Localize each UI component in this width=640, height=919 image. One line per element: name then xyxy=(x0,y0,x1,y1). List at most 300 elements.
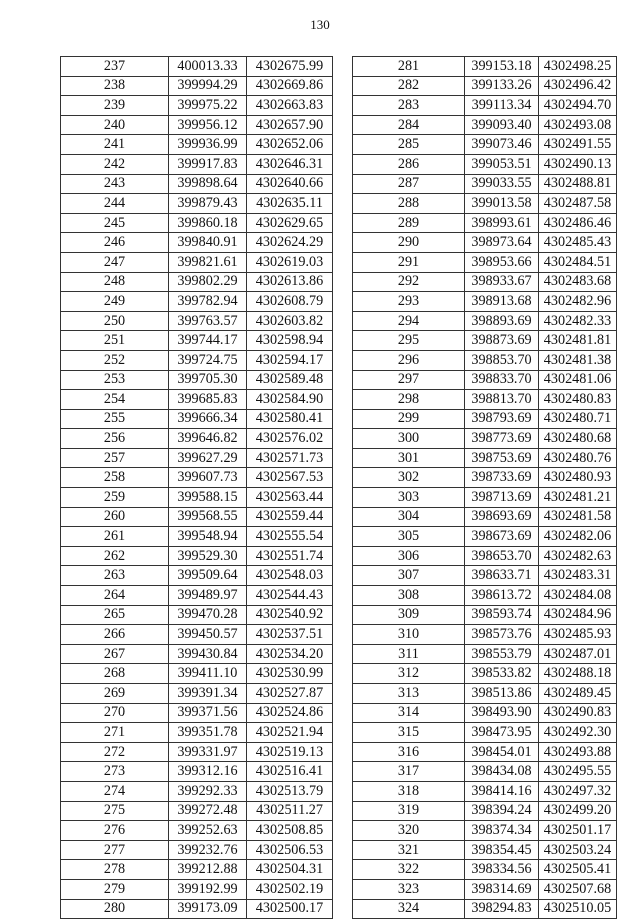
point-number-cell: 238 xyxy=(61,76,169,96)
x-coordinate-cell: 398793.69 xyxy=(465,409,539,429)
point-number-cell: 263 xyxy=(61,566,169,586)
x-coordinate-cell: 398773.69 xyxy=(465,429,539,449)
x-coordinate-cell: 398573.76 xyxy=(465,625,539,645)
x-coordinate-cell: 399212.88 xyxy=(169,860,247,880)
y-coordinate-cell: 4302482.06 xyxy=(539,527,617,547)
point-number-cell: 288 xyxy=(353,194,465,214)
point-number-cell: 303 xyxy=(353,488,465,508)
x-coordinate-cell: 398473.95 xyxy=(465,723,539,743)
table-row xyxy=(61,527,333,547)
y-coordinate-cell: 4302675.99 xyxy=(247,57,333,77)
x-coordinate-cell: 398753.69 xyxy=(465,448,539,468)
point-number-cell: 249 xyxy=(61,292,169,312)
table-row xyxy=(61,115,333,135)
table-row xyxy=(353,507,617,527)
table-row xyxy=(61,448,333,468)
x-coordinate-cell: 398693.69 xyxy=(465,507,539,527)
point-number-cell: 244 xyxy=(61,194,169,214)
point-number-cell: 240 xyxy=(61,115,169,135)
point-number-cell: 259 xyxy=(61,488,169,508)
point-number-cell: 268 xyxy=(61,664,169,684)
x-coordinate-cell: 398354.45 xyxy=(465,840,539,860)
table-row xyxy=(353,644,617,664)
point-number-cell: 289 xyxy=(353,213,465,233)
x-coordinate-cell: 398833.70 xyxy=(465,370,539,390)
y-coordinate-cell: 4302598.94 xyxy=(247,331,333,351)
point-number-cell: 282 xyxy=(353,76,465,96)
y-coordinate-cell: 4302491.55 xyxy=(539,135,617,155)
table-row xyxy=(61,96,333,116)
x-coordinate-cell: 399292.33 xyxy=(169,781,247,801)
y-coordinate-cell: 4302530.99 xyxy=(247,664,333,684)
x-coordinate-cell: 398414.16 xyxy=(465,781,539,801)
table-row xyxy=(61,879,333,899)
y-coordinate-cell: 4302640.66 xyxy=(247,174,333,194)
table-row xyxy=(353,527,617,547)
table-row xyxy=(353,625,617,645)
y-coordinate-cell: 4302481.58 xyxy=(539,507,617,527)
x-coordinate-cell: 399331.97 xyxy=(169,742,247,762)
x-coordinate-cell: 398933.67 xyxy=(465,272,539,292)
x-coordinate-cell: 398973.64 xyxy=(465,233,539,253)
table-row xyxy=(61,566,333,586)
point-number-cell: 296 xyxy=(353,350,465,370)
point-number-cell: 294 xyxy=(353,311,465,331)
point-number-cell: 271 xyxy=(61,723,169,743)
x-coordinate-cell: 398893.69 xyxy=(465,311,539,331)
x-coordinate-cell: 399391.34 xyxy=(169,684,247,704)
y-coordinate-cell: 4302503.24 xyxy=(539,840,617,860)
y-coordinate-cell: 4302613.86 xyxy=(247,272,333,292)
x-coordinate-cell: 399548.94 xyxy=(169,527,247,547)
y-coordinate-cell: 4302537.51 xyxy=(247,625,333,645)
table-row xyxy=(61,154,333,174)
point-number-cell: 276 xyxy=(61,821,169,841)
point-number-cell: 242 xyxy=(61,154,169,174)
table-row xyxy=(353,272,617,292)
point-number-cell: 251 xyxy=(61,331,169,351)
point-number-cell: 299 xyxy=(353,409,465,429)
x-coordinate-cell: 399666.34 xyxy=(169,409,247,429)
point-number-cell: 265 xyxy=(61,605,169,625)
y-coordinate-cell: 4302555.54 xyxy=(247,527,333,547)
table-row xyxy=(353,879,617,899)
x-coordinate-cell: 400013.33 xyxy=(169,57,247,77)
coordinates-table-right xyxy=(352,56,617,919)
table-row xyxy=(353,135,617,155)
point-number-cell: 246 xyxy=(61,233,169,253)
x-coordinate-cell: 398434.08 xyxy=(465,762,539,782)
y-coordinate-cell: 4302513.79 xyxy=(247,781,333,801)
table-row xyxy=(61,546,333,566)
table-row xyxy=(353,899,617,919)
point-number-cell: 272 xyxy=(61,742,169,762)
point-number-cell: 309 xyxy=(353,605,465,625)
table-row xyxy=(61,899,333,919)
table-row xyxy=(61,390,333,410)
point-number-cell: 266 xyxy=(61,625,169,645)
x-coordinate-cell: 398294.83 xyxy=(465,899,539,919)
y-coordinate-cell: 4302663.83 xyxy=(247,96,333,116)
table-row xyxy=(353,390,617,410)
y-coordinate-cell: 4302619.03 xyxy=(247,252,333,272)
y-coordinate-cell: 4302501.17 xyxy=(539,821,617,841)
x-coordinate-cell: 399705.30 xyxy=(169,370,247,390)
table-row xyxy=(353,194,617,214)
table-row xyxy=(353,566,617,586)
point-number-cell: 310 xyxy=(353,625,465,645)
x-coordinate-cell: 399509.64 xyxy=(169,566,247,586)
table-row xyxy=(353,762,617,782)
x-coordinate-cell: 398493.90 xyxy=(465,703,539,723)
table-row xyxy=(61,860,333,880)
table-row xyxy=(61,350,333,370)
x-coordinate-cell: 398533.82 xyxy=(465,664,539,684)
y-coordinate-cell: 4302484.08 xyxy=(539,586,617,606)
y-coordinate-cell: 4302484.96 xyxy=(539,605,617,625)
y-coordinate-cell: 4302489.45 xyxy=(539,684,617,704)
y-coordinate-cell: 4302521.94 xyxy=(247,723,333,743)
x-coordinate-cell: 399232.76 xyxy=(169,840,247,860)
x-coordinate-cell: 398633.71 xyxy=(465,566,539,586)
table-row xyxy=(61,468,333,488)
point-number-cell: 264 xyxy=(61,586,169,606)
y-coordinate-cell: 4302496.42 xyxy=(539,76,617,96)
y-coordinate-cell: 4302608.79 xyxy=(247,292,333,312)
point-number-cell: 301 xyxy=(353,448,465,468)
table-row xyxy=(61,76,333,96)
x-coordinate-cell: 398713.69 xyxy=(465,488,539,508)
y-coordinate-cell: 4302559.44 xyxy=(247,507,333,527)
table-row xyxy=(353,57,617,77)
y-coordinate-cell: 4302652.06 xyxy=(247,135,333,155)
y-coordinate-cell: 4302576.02 xyxy=(247,429,333,449)
point-number-cell: 311 xyxy=(353,644,465,664)
x-coordinate-cell: 399860.18 xyxy=(169,213,247,233)
point-number-cell: 258 xyxy=(61,468,169,488)
point-number-cell: 278 xyxy=(61,860,169,880)
table-row xyxy=(61,664,333,684)
table-row xyxy=(353,781,617,801)
y-coordinate-cell: 4302511.27 xyxy=(247,801,333,821)
x-coordinate-cell: 399588.15 xyxy=(169,488,247,508)
table-row xyxy=(353,488,617,508)
table-row xyxy=(353,860,617,880)
y-coordinate-cell: 4302490.13 xyxy=(539,154,617,174)
y-coordinate-cell: 4302485.93 xyxy=(539,625,617,645)
point-number-cell: 308 xyxy=(353,586,465,606)
x-coordinate-cell: 399312.16 xyxy=(169,762,247,782)
table-row xyxy=(61,762,333,782)
y-coordinate-cell: 4302487.58 xyxy=(539,194,617,214)
y-coordinate-cell: 4302504.31 xyxy=(247,860,333,880)
coordinates-table-left xyxy=(60,56,333,919)
y-coordinate-cell: 4302548.03 xyxy=(247,566,333,586)
y-coordinate-cell: 4302484.51 xyxy=(539,252,617,272)
x-coordinate-cell: 399192.99 xyxy=(169,879,247,899)
point-number-cell: 290 xyxy=(353,233,465,253)
point-number-cell: 315 xyxy=(353,723,465,743)
y-coordinate-cell: 4302499.20 xyxy=(539,801,617,821)
table-row xyxy=(61,292,333,312)
x-coordinate-cell: 399033.55 xyxy=(465,174,539,194)
point-number-cell: 247 xyxy=(61,252,169,272)
x-coordinate-cell: 399529.30 xyxy=(169,546,247,566)
y-coordinate-cell: 4302502.19 xyxy=(247,879,333,899)
table-row xyxy=(353,429,617,449)
table-row xyxy=(61,370,333,390)
point-number-cell: 304 xyxy=(353,507,465,527)
point-number-cell: 306 xyxy=(353,546,465,566)
x-coordinate-cell: 399430.84 xyxy=(169,644,247,664)
point-number-cell: 277 xyxy=(61,840,169,860)
table-row xyxy=(61,625,333,645)
x-coordinate-cell: 399173.09 xyxy=(169,899,247,919)
point-number-cell: 262 xyxy=(61,546,169,566)
point-number-cell: 274 xyxy=(61,781,169,801)
y-coordinate-cell: 4302544.43 xyxy=(247,586,333,606)
page-number: 130 xyxy=(310,17,330,32)
point-number-cell: 285 xyxy=(353,135,465,155)
y-coordinate-cell: 4302567.53 xyxy=(247,468,333,488)
y-coordinate-cell: 4302480.71 xyxy=(539,409,617,429)
y-coordinate-cell: 4302563.44 xyxy=(247,488,333,508)
y-coordinate-cell: 4302495.55 xyxy=(539,762,617,782)
point-number-cell: 275 xyxy=(61,801,169,821)
table-row xyxy=(61,507,333,527)
y-coordinate-cell: 4302490.83 xyxy=(539,703,617,723)
table-row xyxy=(353,605,617,625)
point-number-cell: 324 xyxy=(353,899,465,919)
y-coordinate-cell: 4302629.65 xyxy=(247,213,333,233)
table-row xyxy=(61,252,333,272)
table-row xyxy=(61,840,333,860)
y-coordinate-cell: 4302487.01 xyxy=(539,644,617,664)
x-coordinate-cell: 399917.83 xyxy=(169,154,247,174)
table-row xyxy=(353,154,617,174)
x-coordinate-cell: 399840.91 xyxy=(169,233,247,253)
x-coordinate-cell: 399013.58 xyxy=(465,194,539,214)
y-coordinate-cell: 4302508.85 xyxy=(247,821,333,841)
table-row xyxy=(61,605,333,625)
y-coordinate-cell: 4302494.70 xyxy=(539,96,617,116)
table-row xyxy=(61,488,333,508)
point-number-cell: 279 xyxy=(61,879,169,899)
table-row xyxy=(61,586,333,606)
x-coordinate-cell: 399252.63 xyxy=(169,821,247,841)
point-number-cell: 256 xyxy=(61,429,169,449)
x-coordinate-cell: 398653.70 xyxy=(465,546,539,566)
y-coordinate-cell: 4302594.17 xyxy=(247,350,333,370)
y-coordinate-cell: 4302483.31 xyxy=(539,566,617,586)
table-row xyxy=(353,96,617,116)
x-coordinate-cell: 399782.94 xyxy=(169,292,247,312)
y-coordinate-cell: 4302482.96 xyxy=(539,292,617,312)
point-number-cell: 241 xyxy=(61,135,169,155)
y-coordinate-cell: 4302480.83 xyxy=(539,390,617,410)
point-number-cell: 298 xyxy=(353,390,465,410)
point-number-cell: 295 xyxy=(353,331,465,351)
table-row xyxy=(353,448,617,468)
point-number-cell: 283 xyxy=(353,96,465,116)
point-number-cell: 280 xyxy=(61,899,169,919)
table-row xyxy=(353,409,617,429)
table-row xyxy=(353,233,617,253)
table-row xyxy=(353,311,617,331)
x-coordinate-cell: 399133.26 xyxy=(465,76,539,96)
point-number-cell: 269 xyxy=(61,684,169,704)
table-row xyxy=(353,213,617,233)
x-coordinate-cell: 399489.97 xyxy=(169,586,247,606)
y-coordinate-cell: 4302480.68 xyxy=(539,429,617,449)
table-row xyxy=(353,703,617,723)
x-coordinate-cell: 399956.12 xyxy=(169,115,247,135)
table-row xyxy=(61,801,333,821)
point-number-cell: 322 xyxy=(353,860,465,880)
x-coordinate-cell: 398374.34 xyxy=(465,821,539,841)
point-number-cell: 319 xyxy=(353,801,465,821)
table-row xyxy=(353,292,617,312)
point-number-cell: 254 xyxy=(61,390,169,410)
y-coordinate-cell: 4302498.25 xyxy=(539,57,617,77)
point-number-cell: 287 xyxy=(353,174,465,194)
point-number-cell: 292 xyxy=(353,272,465,292)
point-number-cell: 261 xyxy=(61,527,169,547)
table-row xyxy=(61,409,333,429)
table-row xyxy=(353,331,617,351)
table-row xyxy=(61,644,333,664)
point-number-cell: 239 xyxy=(61,96,169,116)
x-coordinate-cell: 398553.79 xyxy=(465,644,539,664)
x-coordinate-cell: 398873.69 xyxy=(465,331,539,351)
point-number-cell: 248 xyxy=(61,272,169,292)
y-coordinate-cell: 4302481.06 xyxy=(539,370,617,390)
y-coordinate-cell: 4302485.43 xyxy=(539,233,617,253)
x-coordinate-cell: 398813.70 xyxy=(465,390,539,410)
point-number-cell: 255 xyxy=(61,409,169,429)
table-row xyxy=(61,684,333,704)
x-coordinate-cell: 398454.01 xyxy=(465,742,539,762)
x-coordinate-cell: 399994.29 xyxy=(169,76,247,96)
point-number-cell: 320 xyxy=(353,821,465,841)
y-coordinate-cell: 4302534.20 xyxy=(247,644,333,664)
x-coordinate-cell: 399879.43 xyxy=(169,194,247,214)
point-number-cell: 318 xyxy=(353,781,465,801)
point-number-cell: 281 xyxy=(353,57,465,77)
y-coordinate-cell: 4302551.74 xyxy=(247,546,333,566)
table-row xyxy=(61,429,333,449)
point-number-cell: 316 xyxy=(353,742,465,762)
x-coordinate-cell: 399898.64 xyxy=(169,174,247,194)
table-row xyxy=(353,350,617,370)
table-row xyxy=(353,742,617,762)
y-coordinate-cell: 4302480.76 xyxy=(539,448,617,468)
table-row xyxy=(61,213,333,233)
point-number-cell: 243 xyxy=(61,174,169,194)
y-coordinate-cell: 4302492.30 xyxy=(539,723,617,743)
x-coordinate-cell: 399450.57 xyxy=(169,625,247,645)
point-number-cell: 270 xyxy=(61,703,169,723)
table-row xyxy=(61,723,333,743)
y-coordinate-cell: 4302493.08 xyxy=(539,115,617,135)
table-row xyxy=(61,174,333,194)
point-number-cell: 284 xyxy=(353,115,465,135)
table-row xyxy=(353,115,617,135)
y-coordinate-cell: 4302580.41 xyxy=(247,409,333,429)
table-row xyxy=(353,174,617,194)
x-coordinate-cell: 398733.69 xyxy=(465,468,539,488)
x-coordinate-cell: 398513.86 xyxy=(465,684,539,704)
y-coordinate-cell: 4302481.21 xyxy=(539,488,617,508)
table-row xyxy=(61,135,333,155)
table-row xyxy=(353,370,617,390)
table-row xyxy=(353,468,617,488)
x-coordinate-cell: 399470.28 xyxy=(169,605,247,625)
table-row xyxy=(61,703,333,723)
y-coordinate-cell: 4302497.32 xyxy=(539,781,617,801)
y-coordinate-cell: 4302571.73 xyxy=(247,448,333,468)
point-number-cell: 313 xyxy=(353,684,465,704)
y-coordinate-cell: 4302524.86 xyxy=(247,703,333,723)
table-row xyxy=(353,76,617,96)
y-coordinate-cell: 4302507.68 xyxy=(539,879,617,899)
y-coordinate-cell: 4302510.05 xyxy=(539,899,617,919)
x-coordinate-cell: 399053.51 xyxy=(465,154,539,174)
table-row xyxy=(61,781,333,801)
y-coordinate-cell: 4302516.41 xyxy=(247,762,333,782)
y-coordinate-cell: 4302603.82 xyxy=(247,311,333,331)
y-coordinate-cell: 4302481.81 xyxy=(539,331,617,351)
x-coordinate-cell: 399724.75 xyxy=(169,350,247,370)
table-row xyxy=(61,821,333,841)
x-coordinate-cell: 398913.68 xyxy=(465,292,539,312)
point-number-cell: 257 xyxy=(61,448,169,468)
y-coordinate-cell: 4302480.93 xyxy=(539,468,617,488)
y-coordinate-cell: 4302527.87 xyxy=(247,684,333,704)
x-coordinate-cell: 398853.70 xyxy=(465,350,539,370)
point-number-cell: 291 xyxy=(353,252,465,272)
table-row xyxy=(61,742,333,762)
x-coordinate-cell: 399975.22 xyxy=(169,96,247,116)
y-coordinate-cell: 4302486.46 xyxy=(539,213,617,233)
point-number-cell: 321 xyxy=(353,840,465,860)
x-coordinate-cell: 399153.18 xyxy=(465,57,539,77)
x-coordinate-cell: 399936.99 xyxy=(169,135,247,155)
y-coordinate-cell: 4302540.92 xyxy=(247,605,333,625)
y-coordinate-cell: 4302519.13 xyxy=(247,742,333,762)
table-row xyxy=(353,821,617,841)
x-coordinate-cell: 398394.24 xyxy=(465,801,539,821)
y-coordinate-cell: 4302669.86 xyxy=(247,76,333,96)
table-row xyxy=(61,272,333,292)
point-number-cell: 293 xyxy=(353,292,465,312)
table-row xyxy=(353,840,617,860)
table-row xyxy=(353,801,617,821)
point-number-cell: 253 xyxy=(61,370,169,390)
table-row xyxy=(353,586,617,606)
table-row xyxy=(353,684,617,704)
y-coordinate-cell: 4302657.90 xyxy=(247,115,333,135)
point-number-cell: 314 xyxy=(353,703,465,723)
point-number-cell: 300 xyxy=(353,429,465,449)
x-coordinate-cell: 399411.10 xyxy=(169,664,247,684)
x-coordinate-cell: 399113.34 xyxy=(465,96,539,116)
table-row xyxy=(353,723,617,743)
point-number-cell: 305 xyxy=(353,527,465,547)
y-coordinate-cell: 4302505.41 xyxy=(539,860,617,880)
y-coordinate-cell: 4302589.48 xyxy=(247,370,333,390)
point-number-cell: 323 xyxy=(353,879,465,899)
